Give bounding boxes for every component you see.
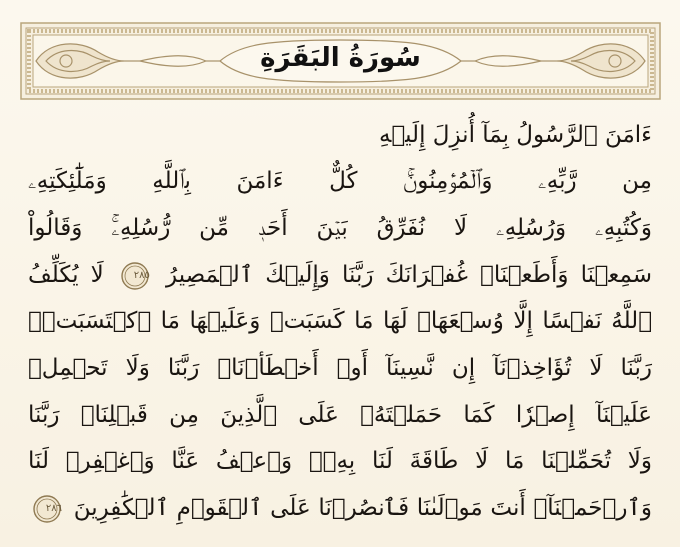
verse-line-3: وَكُتُبِهِۦ وَرُسُلِهِۦ لَا نُفَرِّقُ بَيۡنَ أَحَدٖ مِّن رُّسُلِهِۦۚ وَقَالُواْ <box>28 215 652 241</box>
ayah-number-text: ٢٨٥ <box>133 269 150 281</box>
verse-line-5: ٱللَّهُ نَفۡسًا إِلَّا وُسۡعَهَاۚ لَهَا مَا كَسَبَتۡ وَعَلَيۡهَا مَا ٱكۡتَسَبَتۡۗ <box>28 308 652 334</box>
verse-line-4 <box>28 252 652 298</box>
verse-line-1: ءَامَنَ ٱلرَّسُولُ بِمَآ أُنزِلَ إِلَيۡهِ <box>378 122 652 148</box>
ayah-number-text: ٢٨٦ <box>45 502 62 514</box>
surah-title: سُورَةُ البَقَرَةِ <box>260 43 421 73</box>
surah-header-banner <box>20 22 661 100</box>
verse-line-6: رَبَّنَا لَا تُؤَاخِذۡنَآ إِن نَّسِينَآ أَوۡ أَخۡطَأۡنَاۚ رَبَّنَا وَلَا تَحۡمِلۡ <box>28 355 652 381</box>
verse-line-8: وَلَا تُحَمِّلۡنَا مَا لَا طَاقَةَ لَنَا بِهِۦۖ وَٱعۡفُ عَنَّا وَٱغۡفِرۡ لَنَا <box>28 448 652 474</box>
verse-text-block <box>28 110 652 536</box>
verse-line-2: مِن رَّبِّهِۦ وَٱلۡمُؤۡمِنُونَۚ كُلٌّ ءَامَنَ بِٱللَّهِ وَمَلَٰٓئِكَتِهِۦ <box>28 168 652 194</box>
verse-line-7: عَلَيۡنَآ إِصۡرٗا كَمَا حَمَلۡتَهُۥ عَلَى ٱلَّذِينَ مِن قَبۡلِنَاۚ رَبَّنَا <box>28 402 652 428</box>
verse-line-4-text: سَمِعۡنَا وَأَطَعۡنَاۖ غُفۡرَانَكَ رَبَّنَا وَإِلَيۡكَ ٱلۡمَصِيرُ <box>166 262 653 288</box>
ayah-number-286 <box>32 494 62 524</box>
ayah-number-285 <box>120 261 150 291</box>
verse-line-9 <box>28 485 652 531</box>
verse-line-4-continuation: لَا يُكَلِّفُ <box>28 262 104 288</box>
verse-line-9-text: وَٱرۡحَمۡنَآۚ أَنتَ مَوۡلَىٰنَا فَٱنصُرۡنَا عَلَى ٱلۡقَوۡمِ ٱلۡكَٰفِرِينَ <box>73 495 653 521</box>
